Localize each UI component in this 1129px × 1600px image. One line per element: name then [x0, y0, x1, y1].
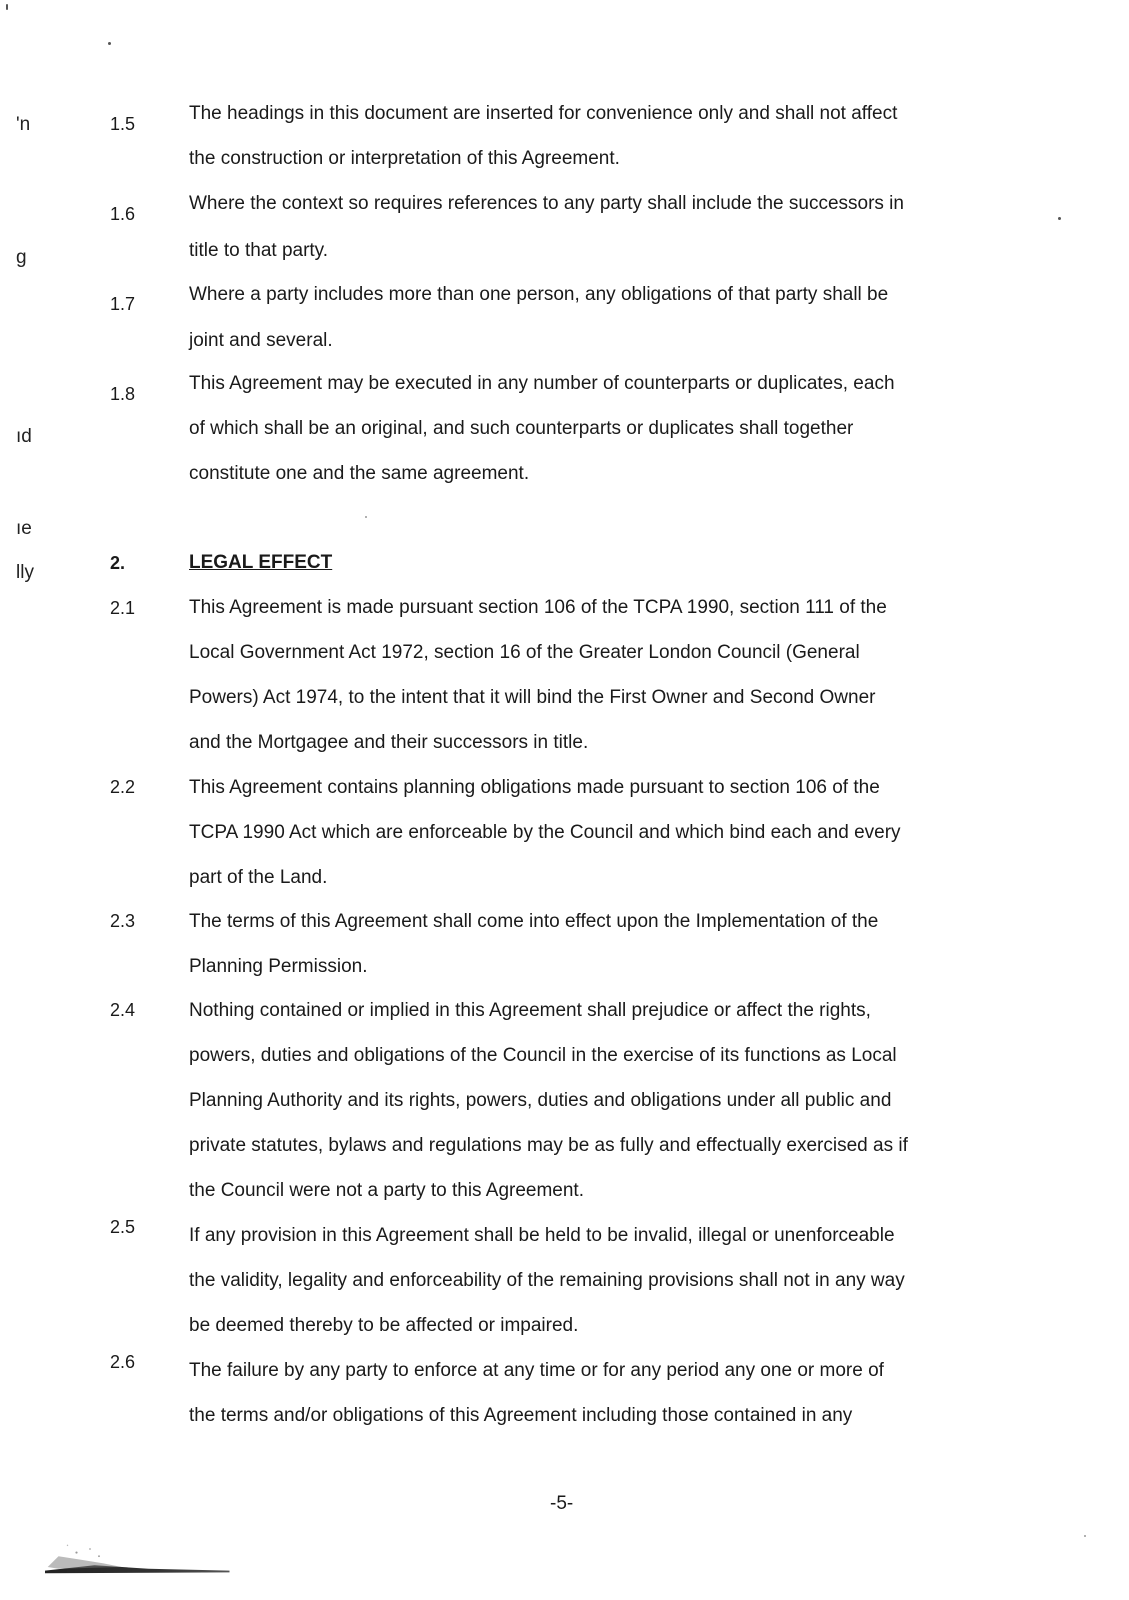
- scan-speck: [365, 516, 367, 518]
- clause-text: powers, duties and obligations of the Council in the exercise of its functions as Local: [189, 1045, 897, 1066]
- clause-number: 2.3: [110, 911, 136, 931]
- clause-text: Nothing contained or implied in this Agreement shall prejudice or affect the rights,: [189, 1000, 871, 1021]
- scan-speck: [6, 4, 8, 10]
- clause-number: 2.5: [110, 1217, 136, 1237]
- clause-text: The terms of this Agreement shall come into effect upon the Implementation of the: [189, 911, 879, 932]
- clause-text: Powers) Act 1974, to the intent that it will bind the First Owner and Second Owner: [189, 687, 876, 708]
- clause-text: the validity, legality and enforceability of the remaining provisions shall not in any way: [189, 1270, 905, 1291]
- clause-text: title to that party.: [189, 240, 329, 261]
- clause-number: 1.5: [110, 114, 136, 134]
- clause-text: private statutes, bylaws and regulations may be as fully and effectually exercised as if: [189, 1135, 908, 1156]
- clause-text: constitute one and the same agreement.: [189, 463, 530, 484]
- clause-text: the terms and/or obligations of this Agreement including those contained in any: [189, 1405, 853, 1426]
- clause-number: 2.1: [110, 598, 136, 618]
- clause-text: The failure by any party to enforce at any time or for any period any one or more of: [189, 1360, 884, 1381]
- clause-number: 2.6: [110, 1352, 136, 1372]
- clause-text: The headings in this document are inserted for convenience only and shall not affect: [189, 103, 898, 124]
- clause-text: Where the context so requires references to any party shall include the successors in: [189, 193, 904, 214]
- clause-text: of which shall be an original, and such counterparts or duplicates shall together: [189, 418, 854, 439]
- margin-fragment: lly: [16, 562, 34, 583]
- clause-text: Local Government Act 1972, section 16 of the Greater London Council (General: [189, 642, 860, 663]
- clause-text: This Agreement is made pursuant section 106 of the TCPA 1990, section 111 of the: [189, 597, 887, 618]
- clause-number: 2.4: [110, 1000, 136, 1020]
- clause-number: 1.7: [110, 294, 136, 314]
- section-heading: LEGAL EFFECT: [189, 552, 333, 573]
- scan-speck: [1084, 1535, 1086, 1537]
- clause-number: 2.2: [110, 777, 136, 797]
- margin-fragment: ıd: [16, 426, 32, 447]
- scan-speck: [1058, 217, 1061, 220]
- clause-text: and the Mortgagee and their successors in title.: [189, 732, 589, 753]
- margin-fragment: ıe: [16, 518, 32, 539]
- scan-smudge: [30, 1540, 240, 1576]
- section-number: 2.: [110, 553, 126, 573]
- margin-fragment: g: [16, 247, 27, 268]
- clause-text: TCPA 1990 Act which are enforceable by the Council and which bind each and every: [189, 822, 901, 843]
- clause-text: This Agreement may be executed in any number of counterparts or duplicates, each: [189, 373, 895, 394]
- scan-speck: [108, 42, 111, 45]
- clause-text: Planning Permission.: [189, 956, 368, 977]
- clause-text: part of the Land.: [189, 867, 328, 888]
- clause-text: the Council were not a party to this Agreement.: [189, 1180, 584, 1201]
- clause-text: joint and several.: [189, 330, 333, 351]
- clause-text: the construction or interpretation of this Agreement.: [189, 148, 620, 169]
- clause-number: 1.8: [110, 384, 136, 404]
- clause-text: Where a party includes more than one person, any obligations of that party shall be: [189, 284, 889, 305]
- clause-text: If any provision in this Agreement shall be held to be invalid, illegal or unenforceable: [189, 1225, 895, 1246]
- clause-text: This Agreement contains planning obligations made pursuant to section 106 of the: [189, 777, 880, 798]
- page-number: -5-: [550, 1493, 574, 1514]
- clause-number: 1.6: [110, 204, 136, 224]
- margin-fragment: 'n: [16, 114, 31, 135]
- clause-text: Planning Authority and its rights, powers, duties and obligations under all public and: [189, 1090, 892, 1111]
- clause-text: be deemed thereby to be affected or impaired.: [189, 1315, 579, 1336]
